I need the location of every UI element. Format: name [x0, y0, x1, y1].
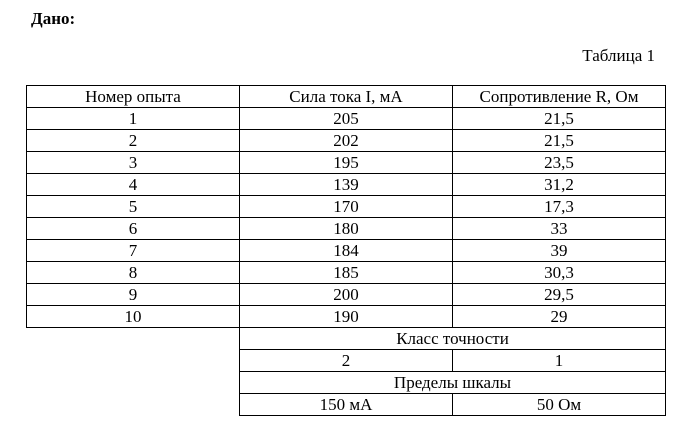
experiment-number-cell: 4	[27, 174, 240, 196]
table-row	[27, 174, 666, 196]
scale-current-value: 150 мА	[240, 394, 453, 416]
header-resistance: Сопротивление R, Ом	[453, 86, 666, 108]
experiment-number-cell: 3	[27, 152, 240, 174]
experiment-number-cell: 2	[27, 130, 240, 152]
experiment-number-cell: 10	[27, 306, 240, 328]
current-cell: 180	[240, 218, 453, 240]
current-cell: 184	[240, 240, 453, 262]
current-cell: 202	[240, 130, 453, 152]
table-row	[27, 196, 666, 218]
resistance-cell: 21,5	[453, 130, 666, 152]
accuracy-values-row	[27, 350, 666, 372]
table-caption: Таблица 1	[582, 46, 655, 65]
measurements-table	[26, 85, 666, 416]
accuracy-resistance-value: 1	[453, 350, 666, 372]
resistance-cell: 21,5	[453, 108, 666, 130]
current-cell: 205	[240, 108, 453, 130]
given-label: Дано:	[31, 9, 76, 28]
table-row	[27, 130, 666, 152]
current-cell: 170	[240, 196, 453, 218]
current-cell: 185	[240, 262, 453, 284]
resistance-cell: 33	[453, 218, 666, 240]
header-experiment-number: Номер опыта	[27, 86, 240, 108]
scale-limits-label: Пределы шкалы	[240, 372, 666, 394]
current-cell: 195	[240, 152, 453, 174]
current-cell: 200	[240, 284, 453, 306]
resistance-cell: 29	[453, 306, 666, 328]
table-row	[27, 108, 666, 130]
resistance-cell: 23,5	[453, 152, 666, 174]
empty-cell	[27, 350, 240, 372]
table-row	[27, 240, 666, 262]
resistance-cell: 29,5	[453, 284, 666, 306]
experiment-number-cell: 7	[27, 240, 240, 262]
experiment-number-cell: 9	[27, 284, 240, 306]
table-row	[27, 284, 666, 306]
resistance-cell: 17,3	[453, 196, 666, 218]
resistance-cell: 31,2	[453, 174, 666, 196]
resistance-cell: 39	[453, 240, 666, 262]
current-cell: 139	[240, 174, 453, 196]
table-row	[27, 262, 666, 284]
current-cell: 190	[240, 306, 453, 328]
experiment-number-cell: 6	[27, 218, 240, 240]
table-row	[27, 306, 666, 328]
table-row	[27, 152, 666, 174]
header-row	[27, 86, 666, 108]
header-current: Сила тока I, мА	[240, 86, 453, 108]
table-row	[27, 218, 666, 240]
accuracy-current-value: 2	[240, 350, 453, 372]
experiment-number-cell: 1	[27, 108, 240, 130]
scale-label-row	[27, 372, 666, 394]
empty-cell	[27, 394, 240, 416]
experiment-number-cell: 5	[27, 196, 240, 218]
accuracy-label-row	[27, 328, 666, 350]
empty-cell	[27, 372, 240, 394]
scale-resistance-value: 50 Ом	[453, 394, 666, 416]
resistance-cell: 30,3	[453, 262, 666, 284]
accuracy-class-label: Класс точности	[240, 328, 666, 350]
scale-values-row	[27, 394, 666, 416]
experiment-number-cell: 8	[27, 262, 240, 284]
empty-cell	[27, 328, 240, 350]
